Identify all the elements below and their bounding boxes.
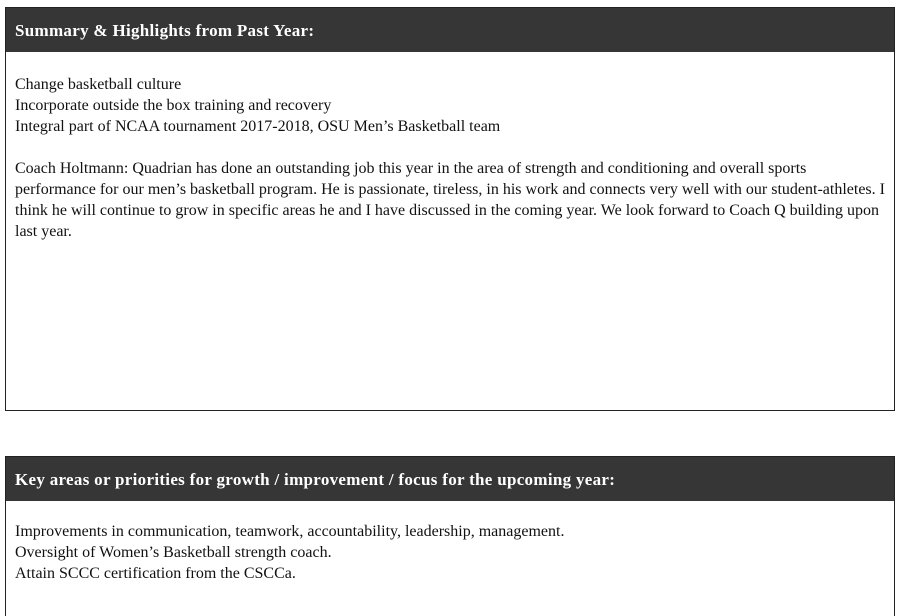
- priorities-section: [5, 456, 895, 616]
- summary-item: Integral part of NCAA tournament 2017-2018, OSU Men’s Basketball team: [15, 118, 501, 135]
- summary-item: Incorporate outside the box training and recovery: [15, 97, 332, 114]
- summary-section: [5, 7, 895, 411]
- summary-header: Summary & Highlights from Past Year:: [6, 8, 894, 52]
- priorities-header: Key areas or priorities for growth / improvement / focus for the upcoming year:: [6, 457, 894, 501]
- priority-item: Oversight of Women’s Basketball strength coach.: [15, 544, 332, 561]
- priority-item: Attain SCCC certification from the CSCCa.: [15, 565, 296, 582]
- coach-comment: Coach Holtmann: Quadrian has done an outstanding job this year in the area of strength and conditioning and overall sports performance for our men’s basketball program. He is passionate, tireless, in his work and connects very well with our student-athletes. I think he will continue to grow in specific areas he and I have discussed in the coming year. We look forward to Coach Q building upon last year.: [15, 160, 885, 240]
- priorities-body: [6, 501, 894, 584]
- summary-body: [6, 52, 894, 242]
- priority-item: Improvements in communication, teamwork, accountability, leadership, management.: [15, 523, 565, 540]
- summary-item: Change basketball culture: [15, 76, 182, 93]
